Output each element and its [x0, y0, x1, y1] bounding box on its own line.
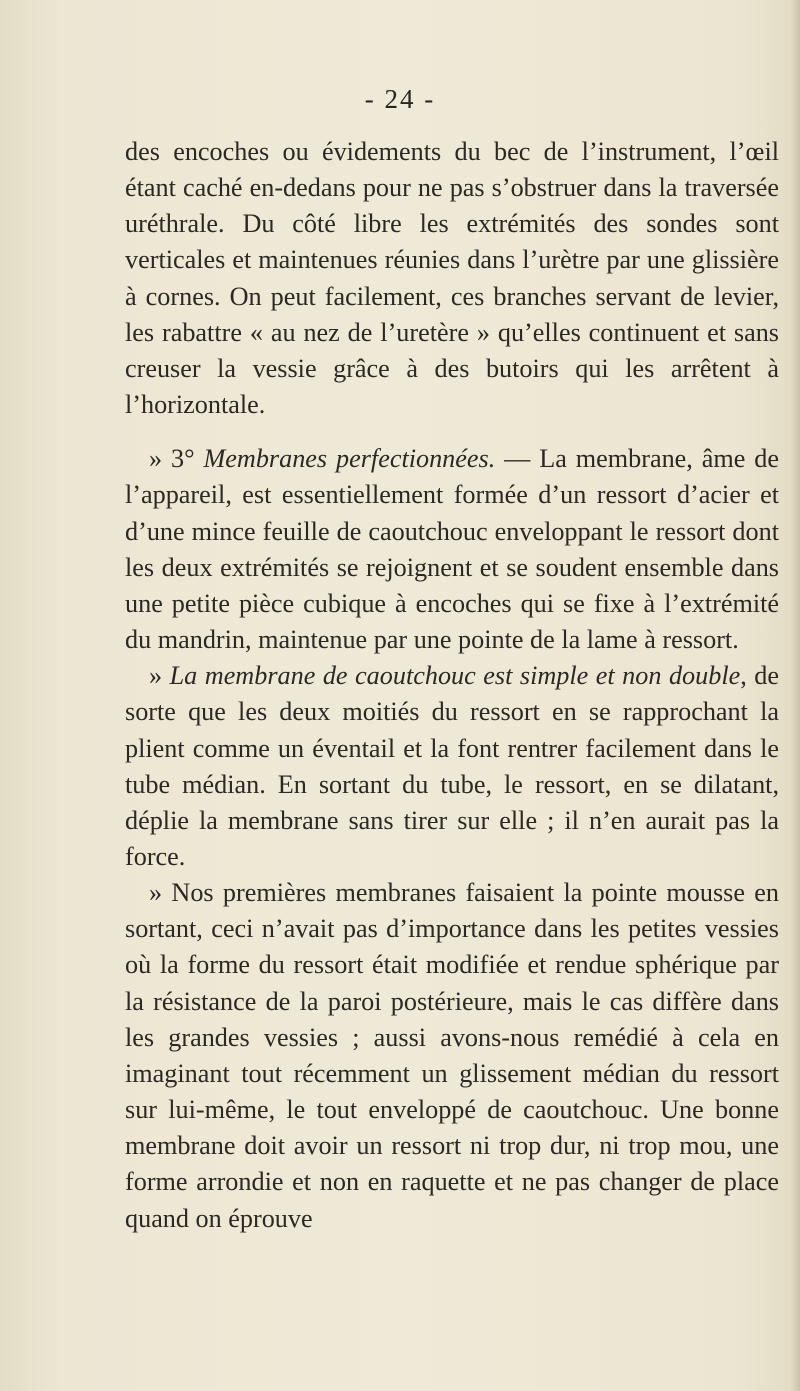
paragraph-2	[125, 441, 779, 658]
paragraph-3-text: , de sorte que les deux moitiés du ressort en se rapprochant la plient comme un éventail et la font rentrer facilement dans le tube médian. En sortant du tube, le ressort, en se dilatant, déplie la membrane sans tirer sur elle ; il n’en aurait pas la force.	[125, 661, 780, 871]
paragraph-1-text: des encoches ou évidements du bec de l’instrument, l’œil étant caché en-dedans pour ne pas s’obstruer dans la traversée uréthrale. Du côté libre les extrémités des sondes sont verticales et maintenues réunies dans l’urètre par une glissière à cornes. On peut facilement, ces branches servant de levier, les rabattre « au nez de l’uretère » qu’elles continuent et sans creuser la vessie grâce à des butoirs qui les arrêtent à l’horizontale.	[125, 137, 779, 420]
page-number: - 24 -	[364, 84, 436, 114]
paragraph-4-prefix: »	[149, 878, 172, 908]
paragraph-1	[125, 134, 779, 423]
paragraph-2-text: — La membrane, âme de l’appareil, est essentiellement formée d’un ressort d’acier et d’une mince feuille de caoutchouc enveloppant le ressort dont les deux extrémités se rejoignent et se soudent ensemble dans une petite pièce cubique à encoches qui se fixe à l’extrémité du mandrin, maintenue par une pointe de la lame à ressort.	[125, 444, 779, 655]
paragraph-2-prefix: » 3°	[149, 444, 204, 474]
paragraph-2-heading: Membranes perfectionnées.	[203, 444, 496, 474]
paragraph-3-prefix: »	[149, 661, 170, 691]
paragraph-4	[125, 875, 779, 1237]
body-text	[125, 134, 779, 1237]
paragraph-4-text: Nos premières membranes faisaient la pointe mousse en sortant, ceci n’avait pas d’importance dans les petites vessies où la forme du ressort était modifiée et rendue sphérique par la résistance de la paroi postérieure, mais le cas diffère dans les grandes vessies ; aussi avons-nous remédié à cela en imaginant tout récemment un glissement médian du ressort sur lui-même, le tout enveloppé de caoutchouc. Une bonne membrane doit avoir un ressort ni trop dur, ni trop mou, une forme arrondie et non en raquette et ne pas changer de place quand on éprouve	[125, 878, 780, 1233]
paragraph-3-emphasis: La membrane de caoutchouc est simple et non double	[169, 661, 741, 691]
paragraph-3	[125, 658, 779, 875]
page-edge-shadow	[790, 0, 800, 1391]
